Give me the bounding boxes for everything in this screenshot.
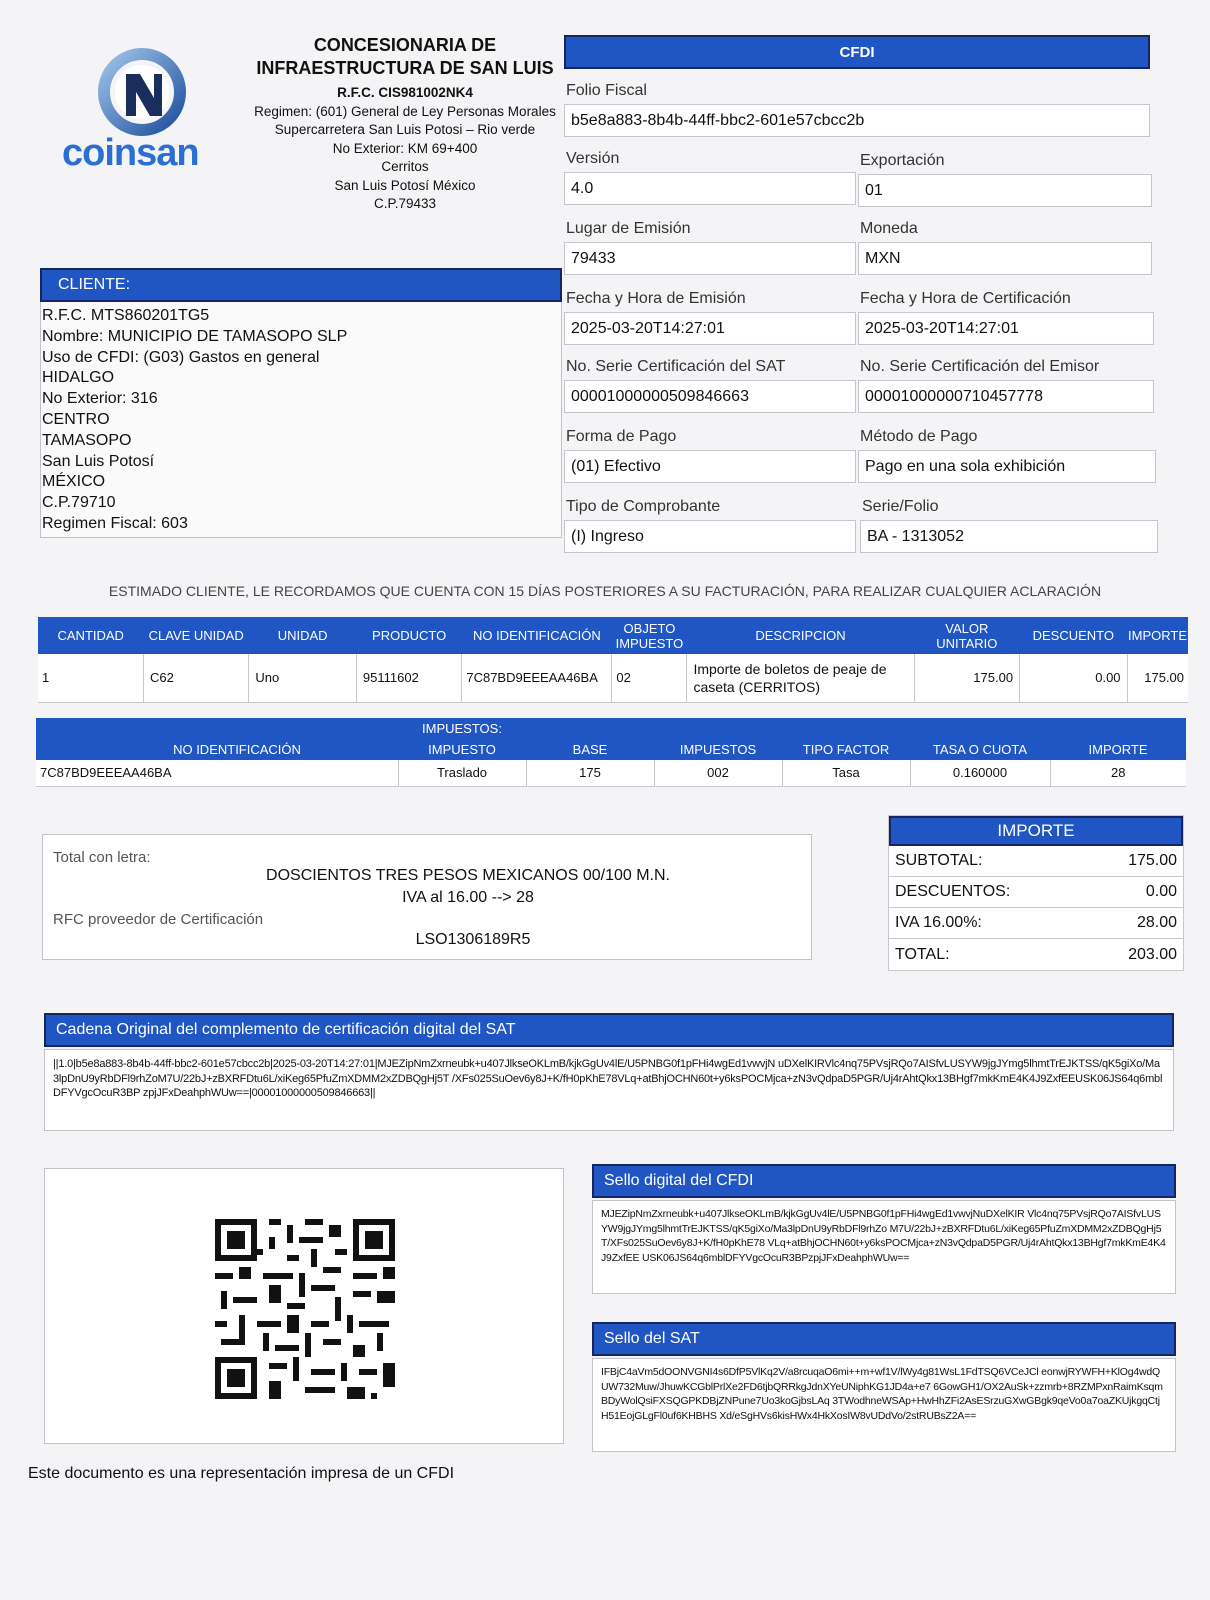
col-header: IMPUESTO xyxy=(398,738,526,760)
cadena-header-label: Cadena Original del complemento de certificación digital del SAT xyxy=(56,1021,516,1038)
cliente-line: TAMASOPO xyxy=(42,431,132,449)
cell: 175.00 xyxy=(914,654,1019,702)
letra-panel xyxy=(42,834,812,960)
cell: 7C87BD9EEEAA46BA xyxy=(36,760,398,786)
impuestos-table xyxy=(36,718,1186,787)
descuentos-label: DESCUENTOS: xyxy=(895,883,1011,900)
version-field: 4.0 xyxy=(564,172,856,205)
tipo-label: Tipo de Comprobante xyxy=(566,498,721,515)
company-address3: Cerritos xyxy=(381,159,429,174)
cell: 002 xyxy=(654,760,782,786)
letra-iva: IVA al 16.00 --> 28 xyxy=(402,889,534,906)
company-address2: No Exterior: KM 69+400 xyxy=(332,140,478,156)
totales-header xyxy=(889,816,1183,846)
company-cp: C.P.79433 xyxy=(373,196,437,211)
cliente-header-label: CLIENTE: xyxy=(58,276,131,293)
impuestos-title-label: IMPUESTOS: xyxy=(422,720,502,736)
cadena-text: ||1.0|b5e8a883-8b4b-44ff-bbc2-601e57cbcc2b|2025-03-20T14:27:01|MJEZipNmZxrneubk+u407JlkseOKLmB/kjkGgUv4lE/U5PNBG0f1pFHi4wgEd1vwvjN uDXelKIRVlc4nq75PVsjRQo7AISfvLUSYW9jgJYmg5lhmtTrEJKTSS/qK5giXo/Ma3lpDnU9yRbDFl9rhZoM7U/22bJ+zBXRFDtu6L/xiKeg65PfuZmXDMM2xZDBQgHj5T /XFs025SuOev6y8J+K/fH0pKhE78VLq+atBhjOCHN60t+y6ksPOCMjca+zN3vQdpaD5PGR/Uj4rAhtQkx13BHgf7mkKmE4K4J9ZxfEEUSK06JS64q6mblDFYVgcOcuR3BP zpjJFxDeahphWUw==|00001000000509846663|| xyxy=(44,1049,1174,1131)
company-info xyxy=(250,34,560,214)
cliente-line: No Exterior: 316 xyxy=(42,390,158,408)
sello-sat-header-label: Sello del SAT xyxy=(604,1330,700,1347)
subtotal-label: SUBTOTAL: xyxy=(895,852,983,869)
letra-label: Total con letra: xyxy=(53,849,151,866)
notice-text: ESTIMADO CLIENTE, LE RECORDAMOS QUE CUENTA CON 15 DÍAS POSTERIORES A SU FACTURACIÓN, PARA REALIZAR CUALQUIER ACLARACIÓN xyxy=(108,583,1102,599)
cliente-line: C.P.79710 xyxy=(42,494,116,512)
folio-fiscal-field: b5e8a883-8b4b-44ff-bbc2-601e57cbcc2b xyxy=(564,104,1150,137)
cell: 02 xyxy=(612,654,687,702)
company-address1: Supercarretera San Luis Potosi – Rio verde xyxy=(274,122,536,137)
lugar-field: 79433 xyxy=(564,242,856,275)
cell: Uno xyxy=(249,654,356,702)
fecha-cert-label: Fecha y Hora de Certificación xyxy=(860,290,1071,307)
cadena-header xyxy=(44,1013,1174,1047)
cliente-line: San Luis Potosí xyxy=(42,452,155,470)
col-header: IMPORTE xyxy=(1127,617,1188,654)
descuentos-value: 0.00 xyxy=(1145,883,1177,900)
cell: 175.00 xyxy=(1127,654,1188,702)
totales-panel xyxy=(888,815,1184,971)
col-header: TIPO FACTOR xyxy=(782,738,910,760)
rfc-proveedor: LSO1306189R5 xyxy=(415,931,531,948)
iva-label: IVA 16.00%: xyxy=(895,914,982,931)
col-header: CANTIDAD xyxy=(38,617,143,654)
fecha-emision-field: 2025-03-20T14:27:01 xyxy=(564,312,856,345)
serie-sat-field: 00001000000509846663 xyxy=(564,380,856,413)
cliente-line: Regimen Fiscal: 603 xyxy=(42,514,188,532)
cliente-header xyxy=(40,268,562,302)
col-header: DESCUENTO xyxy=(1020,617,1127,654)
cell: Importe de boletos de peaje de caseta (CERRITOS) xyxy=(687,654,914,702)
logo-text: coinsan xyxy=(62,132,199,174)
cell: C62 xyxy=(143,654,248,702)
company-address4: San Luis Potosí México xyxy=(334,177,476,193)
moneda-label: Moneda xyxy=(860,220,918,237)
cell: 175 xyxy=(526,760,654,786)
cliente-line: MÉXICO xyxy=(42,473,106,491)
cell: Tasa xyxy=(782,760,910,786)
qr-code xyxy=(215,1219,395,1399)
sello-cfdi-header-label: Sello digital del CFDI xyxy=(604,1172,754,1189)
company-name: CONCESIONARIA DE INFRAESTRUCTURA DE SAN LUIS xyxy=(256,35,554,78)
serie-emisor-field: 00001000000710457778 xyxy=(858,380,1154,413)
total-label: TOTAL: xyxy=(895,945,950,963)
cliente-lines xyxy=(42,306,347,535)
metodo-pago-field: Pago en una sola exhibición xyxy=(858,450,1156,483)
iva-value: 28.00 xyxy=(1136,914,1177,931)
table-row xyxy=(38,654,1188,702)
col-header: UNIDAD xyxy=(249,617,356,654)
col-header: PRODUCTO xyxy=(356,617,461,654)
metodo-pago-label: Método de Pago xyxy=(860,428,978,445)
cliente-line: HIDALGO xyxy=(42,369,115,387)
cfdi-header xyxy=(564,35,1150,69)
folio-fiscal-label: Folio Fiscal xyxy=(566,82,647,99)
company-rfc: R.F.C. CIS981002NK4 xyxy=(337,85,473,100)
serie-emisor-label: No. Serie Certificación del Emisor xyxy=(860,358,1100,375)
letra-amount: DOSCIENTOS TRES PESOS MEXICANOS 00/100 M.N. xyxy=(266,867,670,884)
cell: 7C87BD9EEEAA46BA xyxy=(462,654,612,702)
col-header: IMPUESTOS xyxy=(654,738,782,760)
cell: 28 xyxy=(1050,760,1186,786)
impuestos-title xyxy=(36,718,1186,738)
qr-panel xyxy=(44,1168,564,1444)
sello-sat-text: IFBjC4aVm5dOONVGNI4s6DfP5VlKq2V/a8rcuqaO6mi++m+wf1V/lWy4g81WsL1FdTSQ6VCeJCl eonwjRYWFH+KlOg4wdQUW732Muw/JhuwKCGblPrlXe2FD6tjbQRRkgJdnXYeUNiphKG1JD4a+e7 6GowGH1/OX2AuSk+zzmrb+8RZMPxnRaimKsqmBDyWolQsiFXSQGPKDBjZNPune7Uo3koGjbsLAq 3TWodhneWSAp+HwHhZFi2AsESrzuGXwGBgk9qeVo0a7oaZKUjkgqCtjH51EojGLgFl0uf6KHBHS Xd/eSgHVs6kisHWx4HkXosIW8vUDdVo/2stRUBsZ2A== xyxy=(592,1358,1176,1452)
forma-pago-field: (01) Efectivo xyxy=(564,450,856,483)
col-header: BASE xyxy=(526,738,654,760)
col-header: TASA O CUOTA xyxy=(910,738,1050,760)
sello-cfdi-text: MJEZipNmZxrneubk+u407JlkseOKLmB/kjkGgUv4lE/U5PNBG0f1pFHi4wgEd1vwvjNuDXelKIR Vlc4nq75PVsjRQo7AISfvLUSYW9jgJYmg5lhmtTrEJKTSS/qK5giXo/Ma3lpDnU9yRbDFl9rhZo M7U/22bJ+zBXRFDtu6L/xiKeg65PfuZmXDMM2xZDBQgHj5T/XFs025SuOev6y8J+K/fH0pKhE78 VLq+atBhjOCHN60t+y6ksPOCMjca+zN3vQdpaD5PGR/Uj4rAhtQkx13BHgf7mkKmE4K4J9ZxfEE USK06JS64q6mblDFYVgcOcuR3BPzpjJFxDeahphWUw== xyxy=(592,1200,1176,1294)
total-row xyxy=(889,939,1183,970)
cfdi-header-label: CFDI xyxy=(839,43,875,61)
exportacion-label: Exportación xyxy=(860,152,945,169)
col-header: NO IDENTIFICACIÓN xyxy=(36,738,398,760)
lugar-label: Lugar de Emisión xyxy=(566,220,691,237)
fecha-emision-label: Fecha y Hora de Emisión xyxy=(566,290,746,307)
table-row xyxy=(36,760,1186,786)
cliente-line: Uso de CFDI: (G03) Gastos en general xyxy=(42,348,320,366)
serie-folio-label: Serie/Folio xyxy=(862,498,939,515)
cliente-line: Nombre: MUNICIPIO DE TAMASOPO SLP xyxy=(42,327,348,345)
subtotal-row xyxy=(889,846,1183,877)
col-header: NO IDENTIFICACIÓN xyxy=(462,617,612,654)
cell: 1 xyxy=(38,654,143,702)
company-regimen: Regimen: (601) General de Ley Personas Morales xyxy=(254,103,556,119)
cell: Traslado xyxy=(398,760,526,786)
cliente-line: R.F.C. MTS860201TG5 xyxy=(42,307,210,324)
sello-cfdi-header xyxy=(592,1164,1176,1198)
fecha-cert-field: 2025-03-20T14:27:01 xyxy=(858,312,1154,345)
forma-pago-label: Forma de Pago xyxy=(566,428,677,445)
col-header: IMPORTE xyxy=(1050,738,1186,760)
descuentos-row xyxy=(889,877,1183,908)
items-table xyxy=(38,617,1188,703)
col-header: OBJETO IMPUESTO xyxy=(612,617,687,654)
footer-text: Este documento es una representación impresa de un CFDI xyxy=(28,1465,455,1482)
iva-row xyxy=(889,908,1183,939)
col-header: CLAVE UNIDAD xyxy=(143,617,248,654)
cell: 0.160000 xyxy=(910,760,1050,786)
tipo-field: (I) Ingreso xyxy=(564,520,856,553)
serie-sat-label: No. Serie Certificación del SAT xyxy=(566,358,786,375)
moneda-field: MXN xyxy=(858,242,1152,275)
cell: 95111602 xyxy=(356,654,461,702)
totales-header-label: IMPORTE xyxy=(997,821,1075,840)
serie-folio-field: BA - 1313052 xyxy=(860,520,1158,553)
rfc-proveedor-label: RFC proveedor de Certificación xyxy=(53,911,264,928)
col-header: VALOR UNITARIO xyxy=(914,617,1019,654)
sello-sat-header xyxy=(592,1322,1176,1356)
total-value: 203.00 xyxy=(1128,945,1177,963)
version-label: Versión xyxy=(566,150,620,167)
company-logo xyxy=(60,46,220,176)
col-header: DESCRIPCION xyxy=(687,617,914,654)
exportacion-field: 01 xyxy=(858,174,1152,207)
cell: 0.00 xyxy=(1020,654,1127,702)
qr-code-icon xyxy=(215,1219,395,1399)
cliente-line: CENTRO xyxy=(42,410,110,428)
subtotal-value: 175.00 xyxy=(1128,852,1177,869)
